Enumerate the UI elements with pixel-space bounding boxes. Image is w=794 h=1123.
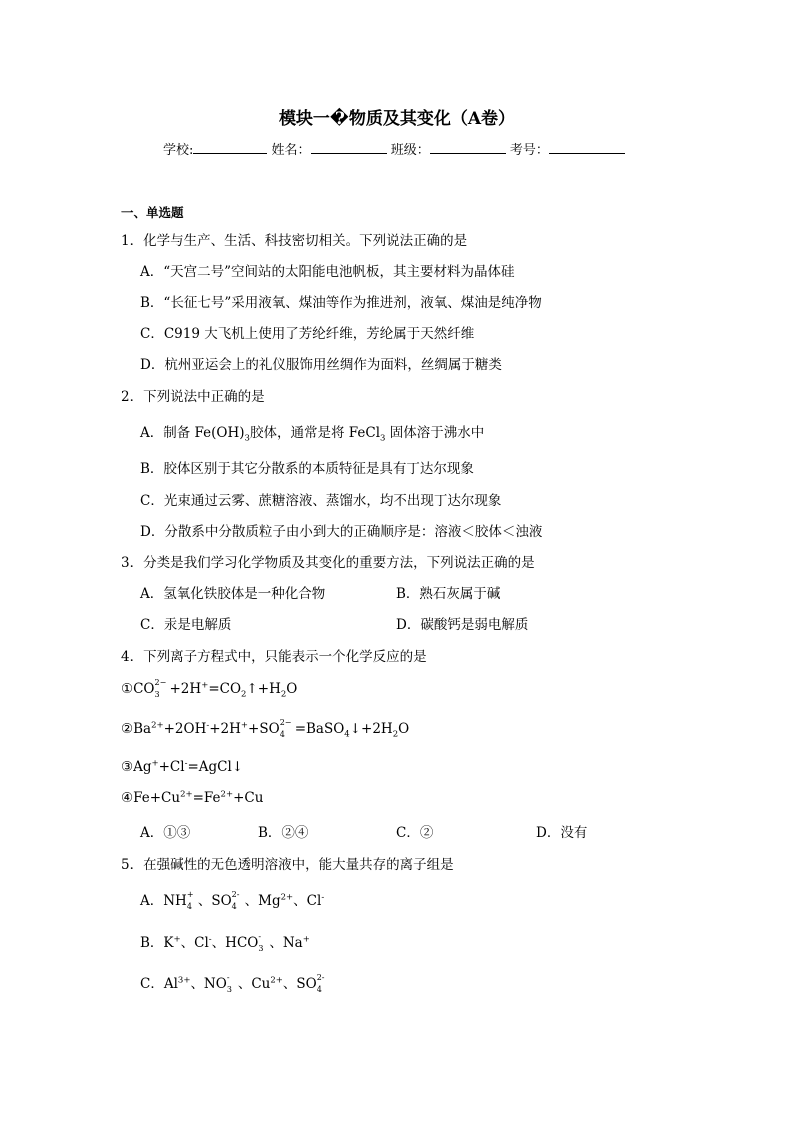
q3-option-c: C．汞是电解质 — [140, 617, 232, 633]
q2-stem: 2．下列说法中正确的是 — [121, 389, 265, 405]
q5-option-a: A．NH + 4 、SO 2- 4 、$Mg^{2+}$、Cl- — [140, 889, 325, 911]
q4-stem: 4．下列离子方程式中，只能表示一个化学反应的是 — [121, 649, 427, 665]
q4-option-b: B．②④ — [258, 825, 309, 841]
q4-equation-4: $④Fe+Cu^{2+}=Fe^{2+}+Cu$ — [121, 789, 264, 806]
q2-option-b: B．胶体区别于其它分散系的本质特征是具有丁达尔现象 — [140, 461, 474, 477]
q1-stem: 1．化学与生产、生活、科技密切相关。下列说法正确的是 — [121, 233, 468, 249]
q3-option-a: A．氢氧化铁胶体是一种化合物 — [140, 586, 326, 602]
q1-option-d: D．杭州亚运会上的礼仪服饰用丝绸作为面料，丝绸属于糖类 — [140, 357, 502, 373]
q3-option-b: B．熟石灰属于碱 — [396, 586, 501, 602]
class-blank[interactable] — [430, 141, 506, 154]
q5-stem: 5．在强碱性的无色透明溶液中，能大量共存的离子组是 — [121, 857, 454, 873]
q2-option-a: A．制备 $Fe(OH)_3$胶体，通常是将 FeCl$_3$ 固体溶于沸水中 — [140, 425, 485, 444]
q3-option-d: D．碳酸钙是弱电解质 — [396, 617, 529, 633]
class-label: 班级： — [390, 143, 430, 158]
q2-option-d: D．分散系中分散质粒子由小到大的正确顺序是：溶液＜胶体＜浊液 — [140, 524, 543, 540]
name-label: 姓名： — [271, 143, 311, 158]
q5-option-b: B．K+、Cl-、HCO - 3 、Na+ — [140, 931, 310, 953]
q4-option-c: C．② — [396, 825, 434, 841]
page-title: 模块一�物质及其变化（A卷） — [278, 109, 516, 129]
q4-option-d: D．没有 — [536, 825, 588, 841]
student-info-line — [163, 139, 625, 158]
q5-option-c: C．$Al^{3+}$、NO - 3 、$Cu^{2+}$、SO 2- 4 — [140, 972, 325, 994]
exam-no-blank[interactable] — [549, 141, 625, 154]
q1-option-b: B．“长征七号”采用液氧、煤油等作为推进剂，液氧、煤油是纯净物 — [140, 295, 542, 311]
q4-equation-1: ①CO 2− 3 $+2H^+=CO_2↑+H_2O$ — [121, 677, 298, 700]
q4-equation-3: ③Ag++Cl-=AgCl↓ — [121, 758, 244, 775]
exam-no-label: 考号： — [509, 143, 549, 158]
q3-stem: 3．分类是我们学习化学物质及其变化的重要方法，下列说法正确的是 — [121, 555, 535, 571]
school-label: 学校: — [163, 143, 194, 158]
school-blank[interactable] — [193, 141, 267, 154]
q4-equation-2: $②Ba^{2+}+2OH^-+2H^++SO$ 2− 4 $=BaSO_4↓+2H_2O$ — [121, 717, 410, 740]
q4-option-a: A．①③ — [140, 825, 191, 841]
q1-option-a: A．“天宫二号”空间站的太阳能电池帆板，其主要材料为晶体硅 — [140, 264, 515, 280]
section-heading: 一、单选题 — [121, 205, 184, 220]
name-blank[interactable] — [311, 141, 387, 154]
q1-option-c: C．C919 大飞机上使用了芳纶纤维，芳纶属于天然纤维 — [140, 326, 475, 342]
q2-option-c: C．光束通过云雾、蔗糖溶液、蒸馏水，均不出现丁达尔现象 — [140, 493, 502, 509]
